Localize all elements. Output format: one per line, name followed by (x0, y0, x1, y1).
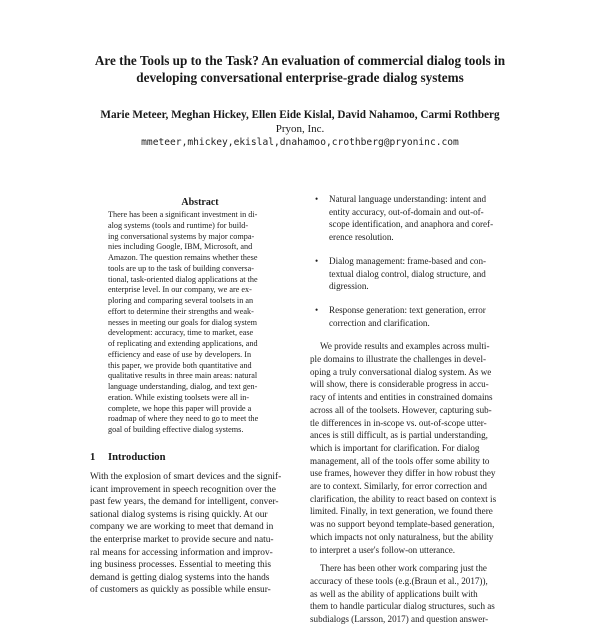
abstract-heading: Abstract (181, 197, 219, 208)
text-line: the enterprise market to provide secure and natu- (90, 534, 274, 545)
text-line: ploring and comparing several toolsets in an (108, 296, 254, 305)
author-emails: mmeteer,mhickey,ekislal,dnahamoo,crothberg@pryoninc.com (141, 137, 459, 148)
text-line: nesses in meeting our goals for dialog system (108, 317, 257, 327)
text-line: subdialogs (Larsson, 2017) and question answer- (310, 614, 489, 625)
text-line: There has been other work comparing just the (320, 563, 487, 574)
text-line: With the explosion of smart devices and the signif- (90, 472, 282, 482)
text-line: scope identification, and anaphora and coref- (329, 219, 494, 230)
text-line: tools are up to the task of building conversa- (108, 263, 254, 273)
bullet-icon: • (315, 304, 319, 315)
text-line: Amazon. The question remains whether these (108, 253, 258, 262)
section-title: Introduction (108, 452, 166, 463)
bullet-item (310, 255, 515, 293)
text-line: them to handle particular dialog structures, such as (310, 601, 495, 612)
text-line: demand is getting dialog systems into the hands (90, 572, 270, 583)
text-line: as well as the ability of applications built with (310, 588, 478, 599)
text-line: development: accuracy, time to market, ease (108, 328, 254, 338)
text-line: ral means for accessing information and improv- (90, 547, 273, 558)
text-line: eration. While existing toolsets were all in- (108, 392, 250, 402)
text-line: are to context. Similarly, for error correction and (310, 481, 487, 492)
text-line: oping a truly conversational dialog system. As we (310, 366, 492, 377)
section-number: 1 (90, 452, 96, 463)
text-line: entity accuracy, out-of-domain and out-of- (329, 206, 484, 217)
affiliation: Pryon, Inc. (275, 123, 325, 135)
text-line: icant improvement in speech recognition over the (90, 484, 276, 495)
text-line: complete, we hope this paper will provide a (108, 403, 252, 413)
text-line: which is important for clarification. For dialog (310, 442, 480, 453)
bullet-item (310, 304, 515, 329)
text-line: alog systems (tools and runtime) for build- (108, 220, 249, 230)
text-line: efficiency and ease of use by developers. In (108, 349, 252, 359)
abstract-body (108, 210, 286, 436)
text-line: roadmap of where they need to go to meet the (108, 414, 259, 424)
title-line: Are the Tools up to the Task? An evaluation of commercial dialog tools in (94, 53, 506, 68)
text-line: correction and clarification. (329, 317, 430, 328)
text-line: use frames, however they differ in how robust they (310, 468, 496, 479)
author-list: Marie Meteer, Meghan Hickey, Ellen Eide Kislal, David Nahamoo, Carmi Rothberg (100, 109, 500, 121)
text-line: was no support beyond template-based generation, (310, 519, 495, 530)
text-line: past few years, the demand for intelligent, conver- (90, 497, 279, 508)
bullet-icon: • (315, 255, 319, 266)
text-line: effort to determine their strengths and weak- (108, 306, 254, 316)
text-line: textual dialog control, dialog structure, and (329, 268, 486, 279)
text-line: limited. Finally, in text generation, we found there (310, 506, 493, 517)
text-line: management, all of the tools offer some ability to (310, 455, 490, 466)
text-line: ple domains to illustrate the challenges in devel- (310, 354, 487, 365)
right-column (310, 193, 515, 626)
text-line: of customers as quickly as possible while ensur- (90, 585, 271, 596)
text-line: enterprise level. In our company, we are ex- (108, 285, 252, 295)
text-line: to interpret a user's follow-on utterance. (310, 544, 456, 555)
text-line: racy of intents and entities in constrained domains (310, 392, 493, 403)
text-line: erence resolution. (329, 232, 394, 243)
text-line: across all of the toolsets. However, capturing sub- (310, 404, 492, 415)
text-line: Dialog management: frame-based and con- (329, 255, 487, 266)
text-line: sational dialog systems is rising quickly. At our (90, 509, 268, 520)
text-line: qualitative results in three main areas: natural (108, 371, 258, 381)
paragraph (310, 340, 515, 556)
paragraph (310, 562, 515, 626)
title-line: developing conversational enterprise-grade dialog systems (136, 70, 464, 85)
text-line: accuracy of these tools (e.g.(Braun et al., 2017)), (310, 575, 488, 586)
bullet-icon: • (315, 194, 319, 204)
text-line: We provide results and examples across multi- (320, 341, 490, 352)
text-line: nies including Google, IBM, Microsoft, and (108, 242, 253, 252)
bullet-item (310, 193, 515, 244)
text-line: will show, there is considerable progress in accu- (310, 379, 489, 390)
text-line: ing conversational systems by major compa- (108, 231, 255, 241)
intro-body (90, 471, 296, 597)
text-line: company we are working to meet that demand in (90, 522, 274, 533)
text-line: tional, task-oriented dialog applications at the (108, 274, 258, 284)
text-line: which impacts not only naturalness, but the ability (310, 531, 494, 542)
text-line: Response generation: text generation, error (329, 304, 486, 315)
text-line: this paper, we provide both quantitative and (108, 360, 252, 370)
text-line: language understanding, dialog, and text gen- (108, 382, 258, 391)
text-line: tle differences in in-scope vs. out-of-scope utter- (310, 417, 487, 428)
text-line: clarification, the ability to react based on context is (310, 493, 497, 504)
text-line: digression. (329, 281, 369, 292)
text-line: ances is still difficult, as is partial understanding, (310, 430, 488, 441)
bullet-list (310, 193, 515, 329)
text-line: ing business processes. Essential to meeting this (90, 560, 271, 571)
paper-title (60, 52, 540, 86)
text-line: of replicating and extending applications, and (108, 339, 258, 348)
section-heading (90, 452, 166, 463)
text-line: goal of building effective dialog systems. (108, 425, 244, 434)
text-line: Natural language understanding: intent and (329, 194, 487, 204)
text-line: There has been a significant investment in di- (108, 210, 258, 219)
